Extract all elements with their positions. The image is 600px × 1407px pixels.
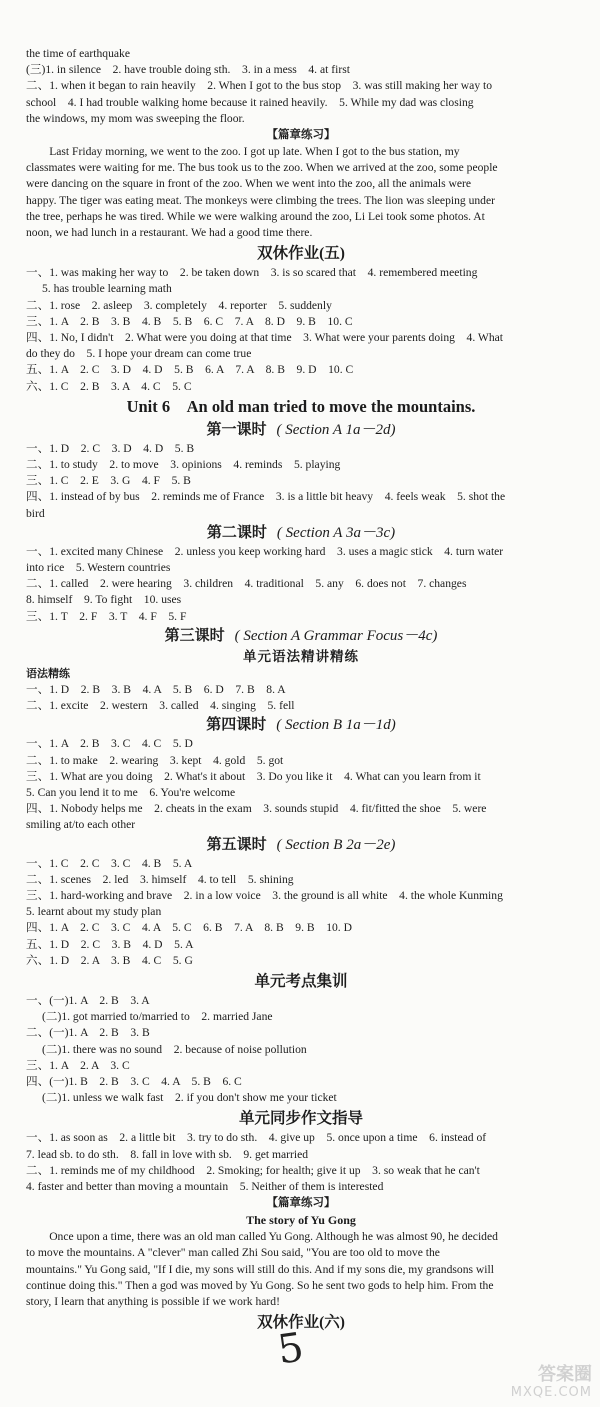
lesson-section: ( Section A Grammar Focus－4c) [234,627,438,644]
answer-line: 六、1. D 2. A 3. B 4. C 5. G [26,953,193,967]
essay-line: happy. The tiger was eating meat. The monkeys were climbing the trees. The lion was sleeping under [26,193,495,207]
answer-line: 四、1. Nobody helps me 2. cheats in the exam 3. sounds stupid 4. fit/fitted the shoe 5. were [26,802,487,816]
lesson-name: 第三课时 [164,627,225,644]
lesson-name: 第一课时 [206,421,267,438]
answer-line: (二)1. there was no sound 2. because of noise pollution [42,1042,307,1056]
lesson-heading [26,625,576,647]
answer-line: 二、1. excite 2. western 3. called 4. singing 5. fell [26,699,295,713]
unit-review-title: 单元考点集训 [254,972,348,990]
answer-line: 三、1. C 2. E 3. G 4. F 5. B [26,474,191,488]
answer-line: into rice 5. Western countries [26,561,171,575]
lesson-heading [26,834,576,856]
answer-line: do they do 5. I hope your dream can come true [26,347,252,361]
lesson-section: ( Section B 2a－2e) [276,836,396,853]
answer-line: (二)1. got married to/married to 2. married Jane [42,1010,273,1024]
answer-line: 四、(一)1. B 2. B 3. C 4. A 5. B 6. C [26,1074,242,1088]
answer-line: 一、1. D 2. C 3. D 4. D 5. B [26,441,195,455]
answer-line: (三)1. in silence 2. have trouble doing sth. 3. in a mess 4. at first [26,63,350,77]
answer-line: 一、1. C 2. C 3. C 4. B 5. A [26,856,193,870]
essay-line: noon, we had lunch in a restaurant. We had a good time there. [26,226,313,240]
answer-line: bird [26,506,45,520]
lesson-name: 第五课时 [206,836,267,853]
section-heading: 【篇章练习】 [266,1197,336,1210]
watermark-logo-text: 答案圈 [538,1364,592,1385]
answer-line: 三、1. T 2. F 3. T 4. F 5. F [26,609,187,623]
answer-line: 二、1. to make 2. wearing 3. kept 4. gold 5. got [26,753,284,767]
lesson-heading [26,419,576,441]
answer-line: school 4. I had trouble walking home because it rained heavily. 5. While my dad was closing [26,95,474,109]
answer-line: 二、1. called 2. were hearing 3. children 4. traditional 5. any 6. does not 7. changes [26,577,467,591]
essay-title: The story of Yu Gong [246,1213,356,1228]
answer-line: 三、1. A 2. B 3. B 4. B 5. B 6. C 7. A 8. D 9. B 10. C [26,314,353,328]
answer-line: 二、1. when it began to rain heavily 2. When I got to the bus stop 3. was still making her way to [26,79,493,93]
answer-line: 7. lead sb. to do sth. 8. fall in love with sb. 9. get married [26,1147,309,1161]
lesson-section: ( Section A 3a－3c) [276,524,396,541]
answer-line: (二)1. unless we walk fast 2. if you don't show me your ticket [42,1091,337,1105]
weekend-homework-title: 双休作业(六) [257,1314,345,1332]
answer-line: 二、1. scenes 2. led 3. himself 4. to tell 5. shining [26,872,294,886]
essay-line: Last Friday morning, we went to the zoo. I got up late. When I got to the bus station, my [49,145,460,159]
answer-line: 一、1. D 2. B 3. B 4. A 5. B 6. D 7. B 8. A [26,682,286,696]
grammar-practice-label: 语法精练 [26,667,70,680]
answer-line: 三、1. hard-working and brave 2. in a low voice 3. the ground is all white 4. the whole Kunming [26,888,503,902]
essay-line: mountains." Yu Gong said, "If I die, my sons will still do this. And if my sons die, my grandsons will [26,1262,494,1276]
answer-line: 4. faster and better than moving a mountain 5. Neither of them is interested [26,1179,384,1193]
unit-title: Unit 6 An old man tried to move the mountains. [126,396,476,416]
answer-line: 二、1. rose 2. asleep 3. completely 4. reporter 5. suddenly [26,298,332,312]
answer-line: 四、1. No, I didn't 2. What were you doing at that time 3. What were your parents doing 4. What [26,331,504,345]
lesson-name: 第二课时 [206,524,267,541]
answer-line: 5. has trouble learning math [42,282,172,296]
answer-line: 一、1. A 2. B 3. C 4. C 5. D [26,737,193,751]
lesson-section: ( Section A 1a－2d) [276,421,396,438]
answer-line: the time of earthquake [26,47,130,60]
answer-line: 二、1. to study 2. to move 3. opinions 4. reminds 5. playing [26,458,341,472]
essay-line: were dancing on the square in front of the zoo. When we went into the zoo, all the animals were [26,177,472,191]
weekend-homework-title: 双休作业(五) [257,245,345,263]
answer-line: 一、(一)1. A 2. B 3. A [26,993,150,1007]
answer-line: 四、1. A 2. C 3. C 4. A 5. C 6. B 7. A 8. B 9. B 10. D [26,921,352,935]
essay-line: classmates were waiting for me. The bus took us to the zoo. When we arrived at the zoo, some people [26,161,498,175]
section-heading: 【篇章练习】 [266,129,336,142]
essay-line: the tree, perhaps he was tired. While we were walking around the zoo, Li Lei took some photos. At [26,209,485,223]
answer-line: 5. learnt about my study plan [26,905,162,919]
lesson-heading [26,522,576,544]
answer-line: 四、1. instead of by bus 2. reminds me of France 3. is a little bit heavy 4. feels weak 5. shot the [26,490,506,504]
essay-line: continue doing this." Then a god was moved by Yu Gong. So he sent two gods to help him. From the [26,1278,494,1292]
answer-line: smiling at/to each other [26,818,136,832]
answer-line: 8. himself 9. To fight 10. uses [26,593,182,607]
grammar-heading: 单元语法精讲精练 [243,648,359,664]
answer-line: 一、1. was making her way to 2. be taken down 3. is so scared that 4. remembered meeting [26,266,478,280]
answer-line: 三、1. What are you doing 2. What's it about 3. Do you like it 4. What can you learn from it [26,769,481,783]
answer-line: 六、1. C 2. B 3. A 4. C 5. C [26,379,192,393]
essay-line: Once upon a time, there was an old man called Yu Gong. Although he was almost 90, he decided [49,1230,498,1244]
answer-line: 三、1. A 2. A 3. C [26,1058,130,1072]
lesson-heading [26,714,576,736]
answer-line: 二、(一)1. A 2. B 3. B [26,1026,150,1040]
site-watermark [470,1365,592,1403]
page-number: 5 [274,1324,307,1374]
answer-line: the windows, my mom was sweeping the floor. [26,111,245,125]
answer-line: 一、1. as soon as 2. a little bit 3. try to do sth. 4. give up 5. once upon a time 6. instead of [26,1131,487,1145]
answer-line: 五、1. A 2. C 3. D 4. D 5. B 6. A 7. A 8. B 9. D 10. C [26,363,354,377]
answer-line: 二、1. reminds me of my childhood 2. Smoking; for health; give it up 3. so weak that he can't [26,1163,480,1177]
answer-line: 一、1. excited many Chinese 2. unless you keep working hard 3. uses a magic stick 4. turn water [26,544,504,558]
answer-line: 五、1. D 2. C 3. B 4. D 5. A [26,937,194,951]
answer-line: 5. Can you lend it to me 6. You're welcome [26,785,236,799]
watermark-domain: MXQE.COM [510,1385,592,1400]
lesson-name: 第四课时 [206,717,267,734]
essay-line: to move the mountains. A "clever" man called Zhi Sou said, "You are too old to move the [26,1246,440,1260]
lesson-section: ( Section B 1a－1d) [276,717,396,734]
writing-guide-title: 单元同步作文指导 [238,1110,363,1128]
essay-line: story, I learn that anything is possible if we work hard! [26,1294,280,1308]
